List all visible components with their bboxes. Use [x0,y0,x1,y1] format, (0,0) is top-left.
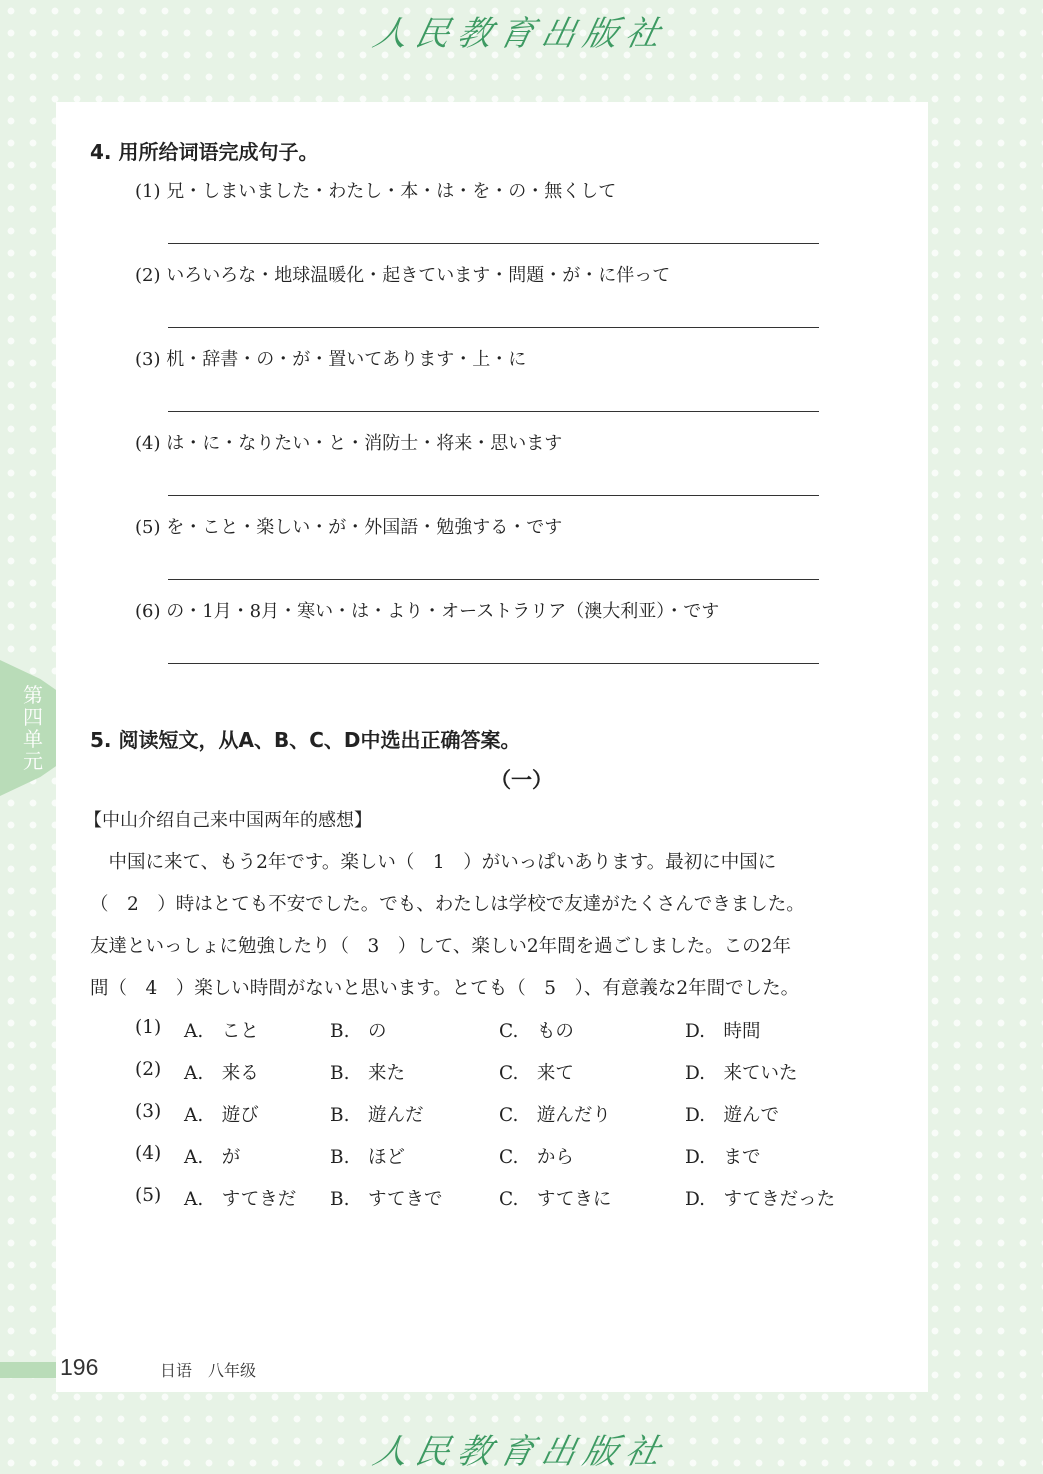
passage-title: 【中山介绍自己来中国两年的感想】 [84,810,372,831]
option-b[interactable]: B. の [330,1021,387,1042]
option-b[interactable]: B. すてきで [330,1189,443,1210]
option-c[interactable]: C. 遊んだり [499,1105,611,1126]
sentence-item-2: (2) いろいろな・地球温暖化・起きています・問題・が・に伴って [135,265,671,286]
passage-number: （一） [490,768,553,792]
passage-line-1: 中国に来て、もう2年です。楽しい（ 1 ）がいっぱいあります。最初に中国に [90,852,777,873]
option-a[interactable]: A. 遊び [184,1105,259,1126]
option-row-number: (3) [135,1101,162,1122]
answer-line-5[interactable] [168,579,819,580]
unit-side-tab-label: 第四单元 [23,683,43,773]
option-c[interactable]: C. 来て [499,1063,574,1084]
option-d[interactable]: D. 遊んで [685,1105,780,1126]
option-a[interactable]: A. 来る [184,1063,259,1084]
question-4-heading: 4. 用所给词语完成句子。 [90,140,319,164]
sentence-item-4: (4) は・に・なりたい・と・消防士・将来・思います [135,433,563,454]
option-c[interactable]: C. から [499,1147,574,1168]
option-d[interactable]: D. すてきだった [685,1189,836,1210]
option-a[interactable]: A. すてきだ [184,1189,297,1210]
option-row-number: (5) [135,1185,162,1206]
option-d[interactable]: D. 時間 [685,1021,761,1042]
option-c[interactable]: C. もの [499,1021,574,1042]
answer-line-4[interactable] [168,495,819,496]
option-row-number: (1) [135,1017,162,1038]
publisher-logo-bottom: 人民教育出版社 [369,1432,673,1472]
answer-line-2[interactable] [168,327,819,328]
option-d[interactable]: D. 来ていた [685,1063,798,1084]
question-5-heading: 5. 阅读短文，从A、B、C、D中选出正确答案。 [90,728,521,752]
option-a[interactable]: A. こと [184,1021,259,1042]
passage-line-3: 友達といっしょに勉強したり（ 3 ）して、楽しい2年間を過ごしました。この2年 [90,936,791,957]
option-b[interactable]: B. 遊んだ [330,1105,424,1126]
answer-line-1[interactable] [168,243,819,244]
publisher-logo-top: 人民教育出版社 [369,14,673,54]
option-b[interactable]: B. 来た [330,1063,405,1084]
passage-line-4: 間（ 4 ）楽しい時間がないと思います。とても（ 5 ）、有意義な2年間でした。 [90,978,800,999]
page-number: 196 [60,1354,99,1380]
book-title: 日语 八年级 [160,1361,257,1380]
option-c[interactable]: C. すてきに [499,1189,612,1210]
option-row-number: (4) [135,1143,162,1164]
sentence-item-1: (1) 兄・しまいました・わたし・本・は・を・の・無くして [135,181,617,202]
passage-line-2: （ 2 ）時はとても不安でした。でも、わたしは学校で友達がたくさんできました。 [90,894,805,915]
sentence-item-5: (5) を・こと・楽しい・が・外国語・勉強する・です [135,517,563,538]
answer-line-3[interactable] [168,411,819,412]
footer-accent-bar [0,1362,56,1378]
option-row-number: (2) [135,1059,162,1080]
option-d[interactable]: D. まで [685,1147,761,1168]
answer-line-6[interactable] [168,663,819,664]
option-b[interactable]: B. ほど [330,1147,405,1168]
sentence-item-3: (3) 机・辞書・の・が・置いてあります・上・に [135,349,527,370]
sentence-item-6: (6) の・1月・8月・寒い・は・より・オーストラリア（澳大利亚）・です [135,601,720,622]
option-a[interactable]: A. が [184,1147,241,1168]
